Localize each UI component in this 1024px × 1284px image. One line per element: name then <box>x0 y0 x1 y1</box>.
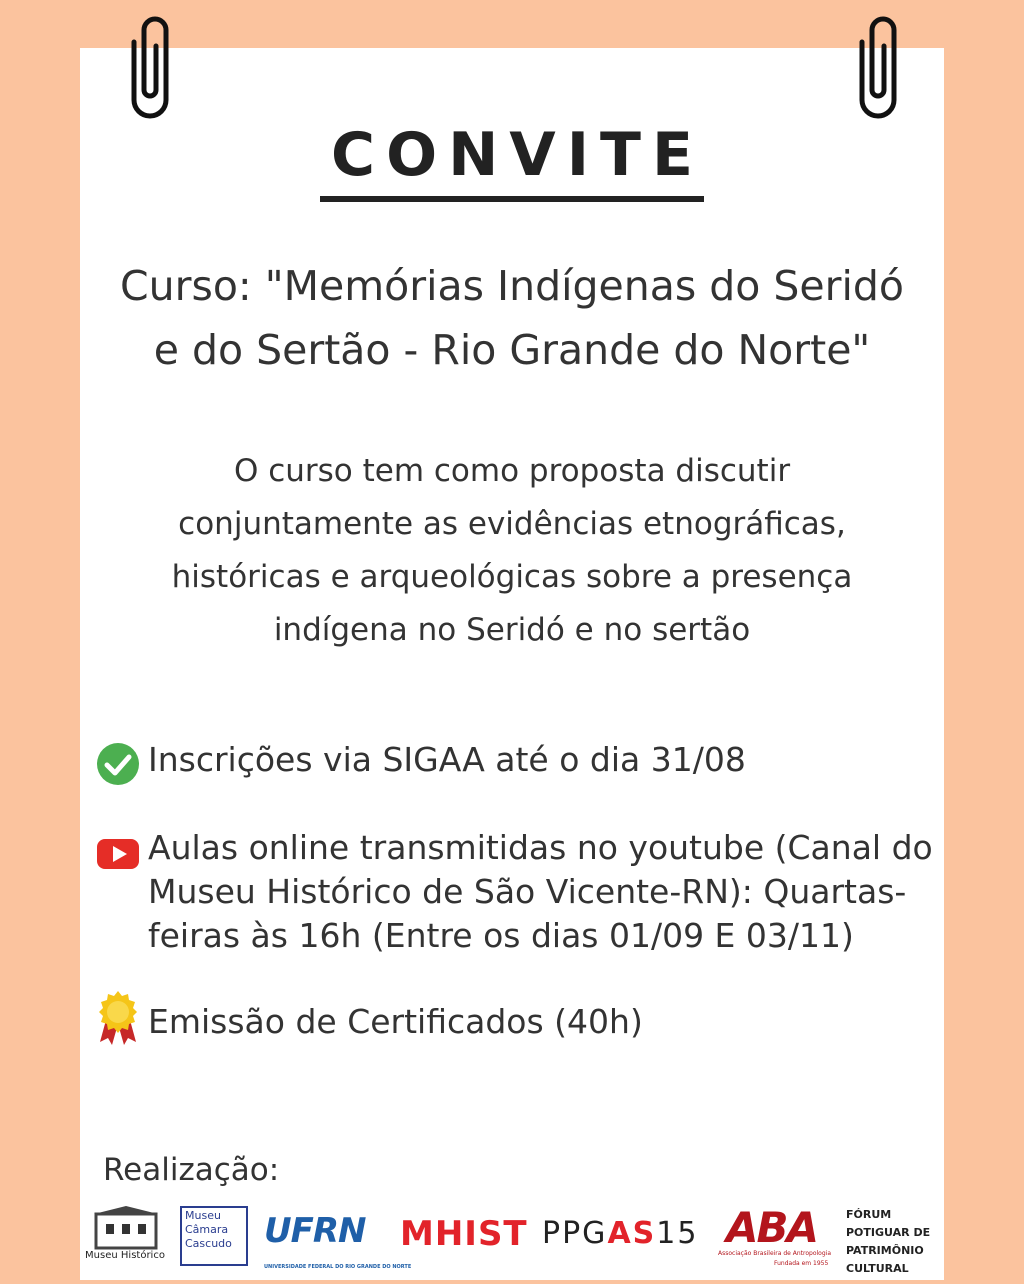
paperclip-icon <box>848 12 908 122</box>
check-circle-icon <box>96 742 140 786</box>
forum-potiguar-logo <box>846 1206 946 1278</box>
logo-text: ABA <box>726 1203 818 1252</box>
museu-camara-cascudo-logo <box>180 1206 248 1266</box>
logo-text: POTIGUAR DE <box>846 1226 931 1239</box>
registration-text: Inscrições via SIGAA até o dia 31/08 <box>148 740 746 779</box>
mhist-logo: MHIST <box>400 1214 528 1254</box>
logo-subtext: Associação Brasileira de Antropologia <box>718 1250 831 1257</box>
classes-text-line: feiras às 16h (Entre os dias 01/09 E 03/11) <box>148 916 854 955</box>
paperclip-icon <box>120 12 180 122</box>
classes-text-line: Aulas online transmitidas no youtube (Canal do <box>148 828 933 867</box>
youtube-icon <box>96 832 140 876</box>
sponsor-logos <box>86 1200 946 1280</box>
logo-text: PPG <box>542 1216 608 1251</box>
logo-text: Cascudo <box>185 1237 232 1250</box>
ufrn-logo <box>264 1211 412 1270</box>
logo-text: FÓRUM <box>846 1208 892 1221</box>
description-line: O curso tem como proposta discutir <box>233 453 791 489</box>
logo-text: PATRIMÔNIO <box>846 1244 924 1257</box>
logo-text: 15 <box>656 1216 699 1251</box>
realizacao-label: Realização: <box>103 1152 280 1188</box>
logo-text: Museu <box>185 1209 221 1222</box>
invitation-card <box>80 48 944 1280</box>
logo-subtext: UNIVERSIDADE FEDERAL DO RIO GRANDE DO NORTE <box>264 1264 412 1270</box>
course-description <box>130 445 894 657</box>
ppgas-logo <box>542 1216 698 1252</box>
description-line: históricas e arqueológicas sobre a presença <box>171 559 853 595</box>
logo-text: CULTURAL <box>846 1262 909 1275</box>
museu-historico-caption: Museu Histórico <box>85 1250 165 1261</box>
logo-text: AS <box>607 1216 657 1251</box>
logo-text: Câmara <box>185 1223 229 1236</box>
classes-text <box>148 826 938 958</box>
logo-text: UFRN <box>264 1211 366 1251</box>
certificates-text: Emissão de Certificados (40h) <box>148 1002 643 1041</box>
building-icon <box>86 1204 166 1250</box>
description-line: indígena no Seridó e no sertão <box>273 612 751 648</box>
classes-text-line: Museu Histórico de São Vicente-RN): Quartas- <box>148 872 907 911</box>
course-title <box>90 254 934 382</box>
award-medal-icon <box>96 990 140 1046</box>
logo-subtext: Fundada em 1955 <box>774 1260 829 1267</box>
page-title: CONVITE <box>320 120 704 202</box>
museu-historico-logo <box>86 1204 166 1266</box>
aba-logo <box>718 1203 838 1278</box>
course-title-line: Curso: "Memórias Indígenas do Seridó <box>119 262 904 310</box>
description-line: conjuntamente as evidências etnográficas, <box>178 506 846 542</box>
course-title-line: e do Sertão - Rio Grande do Norte" <box>153 326 871 374</box>
